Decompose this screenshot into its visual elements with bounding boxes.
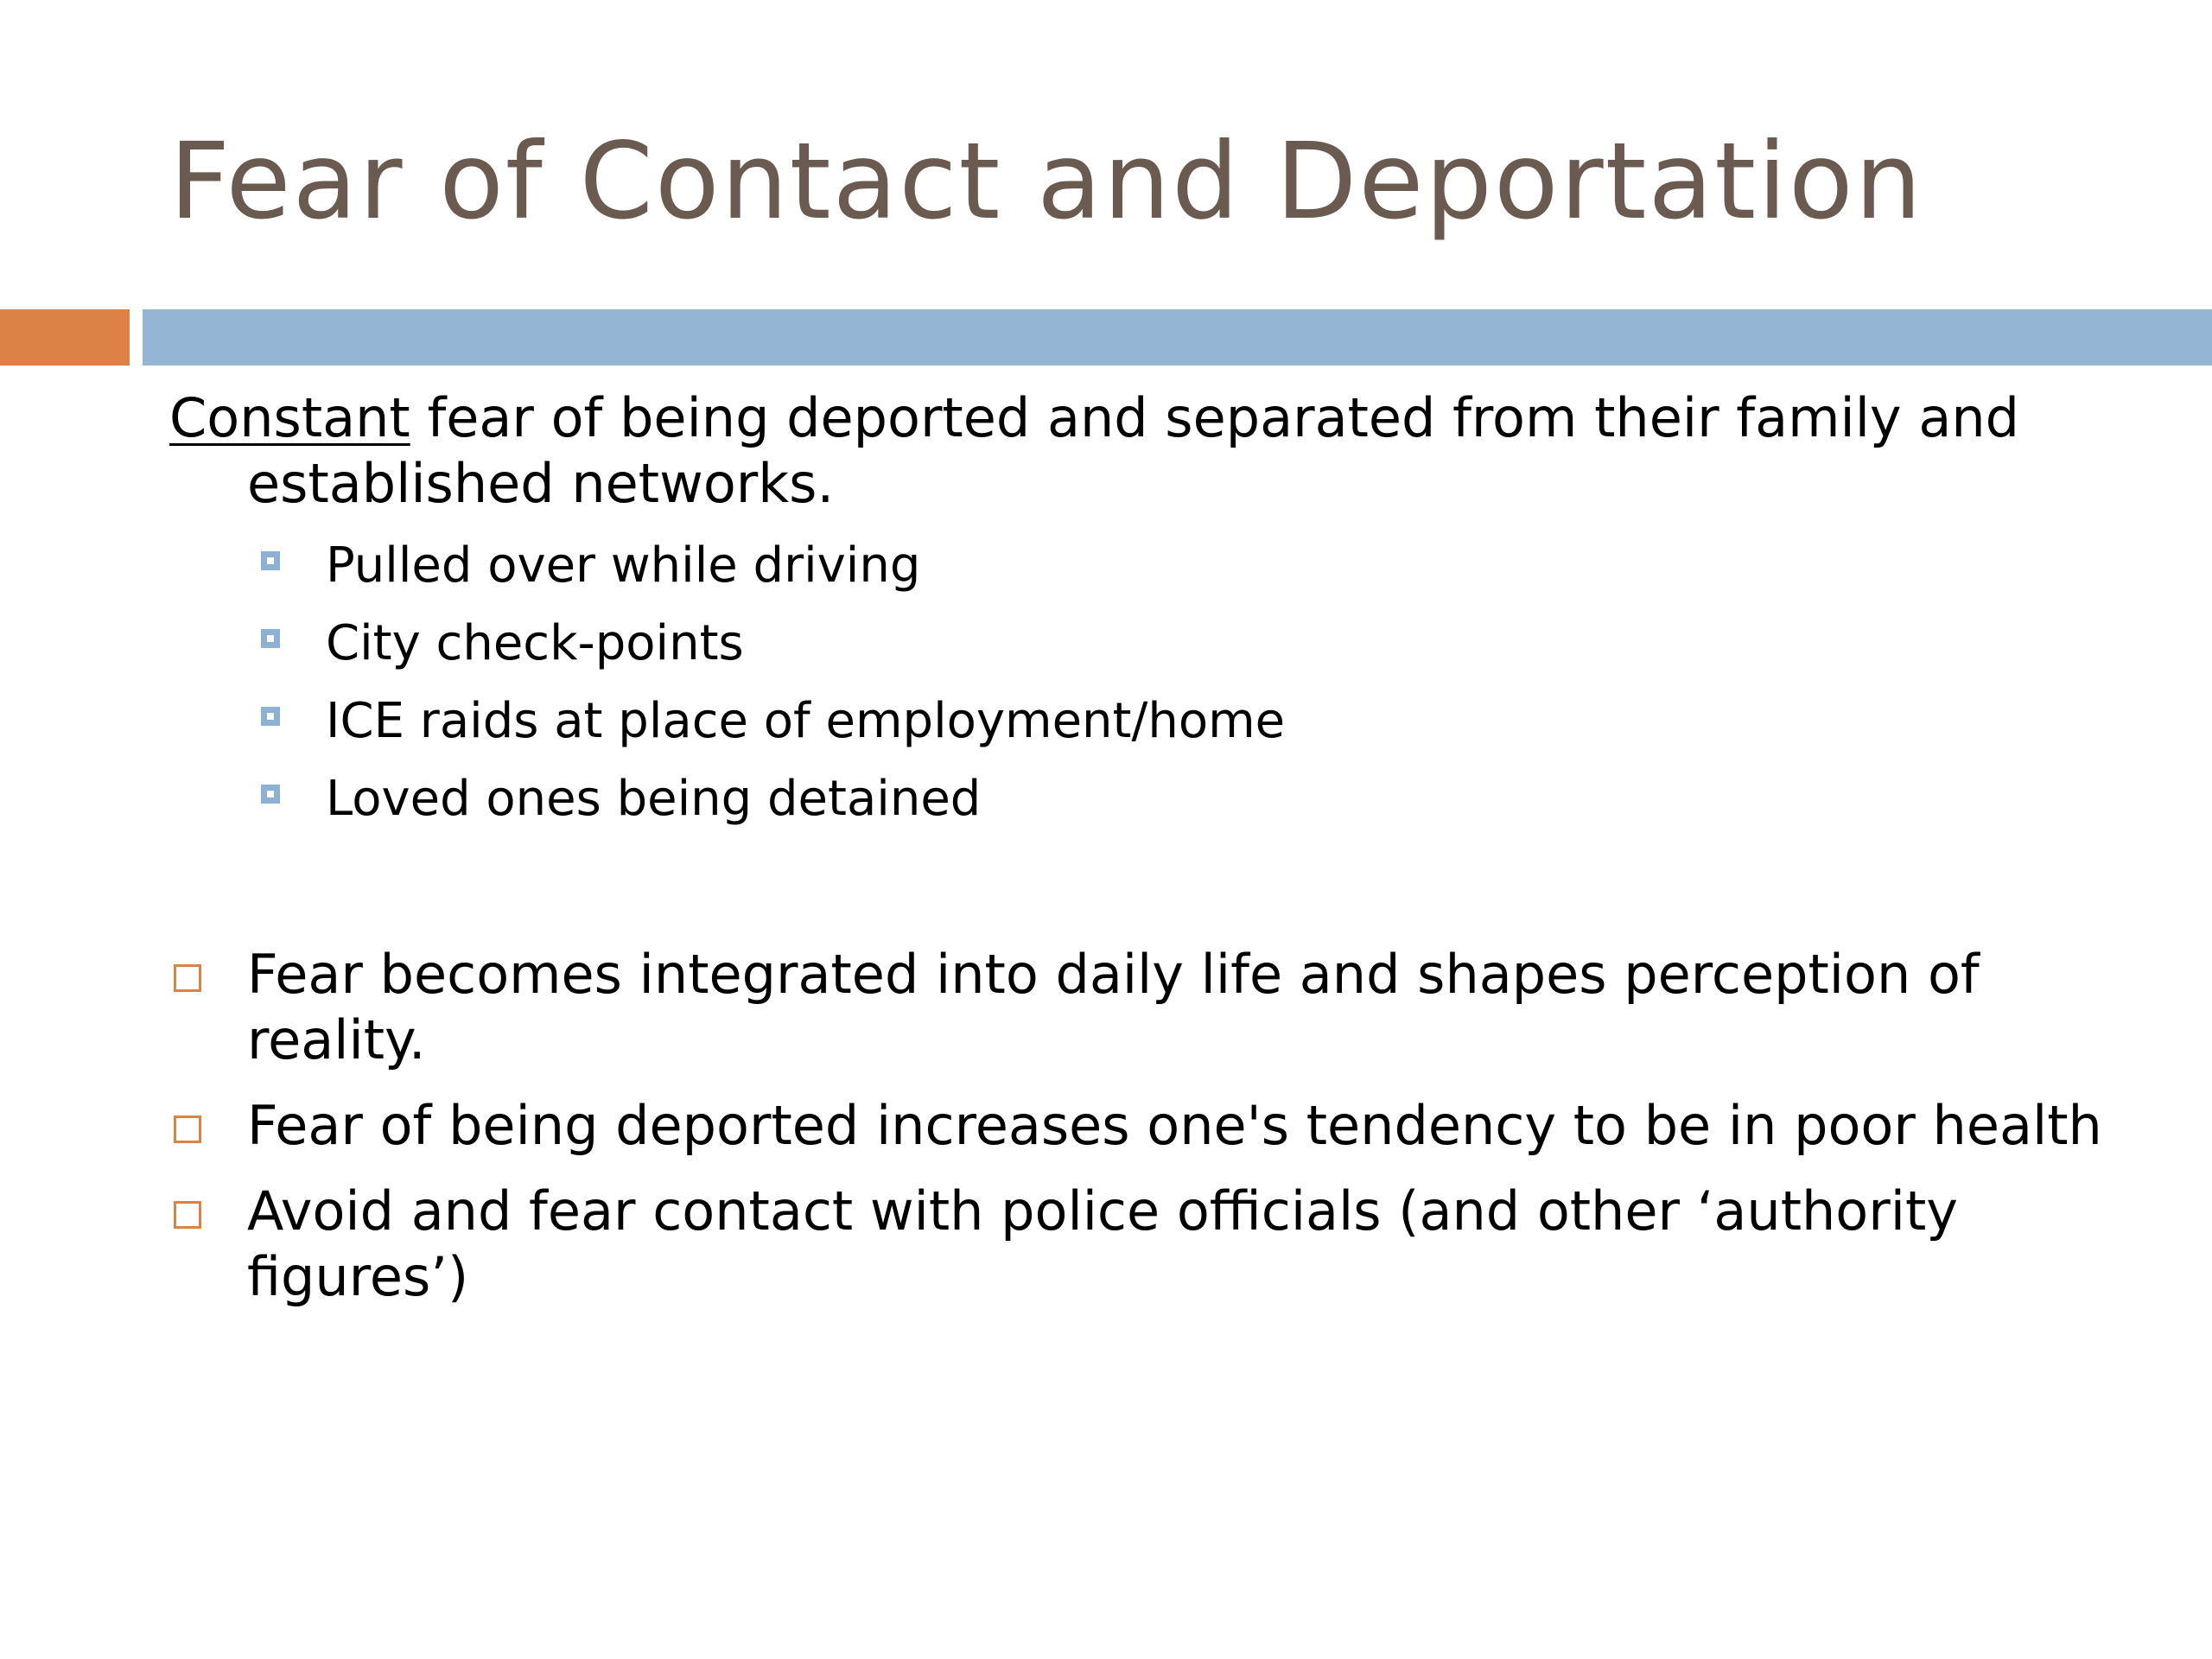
slide-title: Fear of Contact and Deportation bbox=[169, 120, 1923, 243]
main-list-item bbox=[169, 1093, 2105, 1159]
square-bullet-icon bbox=[261, 785, 280, 804]
intro-text: fear of being deported and separated from their family and established networks. bbox=[247, 386, 2019, 515]
hollow-square-bullet-icon bbox=[174, 1116, 201, 1143]
main-list-item-text: Avoid and fear contact with police officials (and other ‘authority figures’) bbox=[247, 1179, 1958, 1308]
sub-bullet-list bbox=[169, 527, 2105, 838]
accent-bar-blue bbox=[143, 309, 2212, 365]
hollow-square-bullet-icon bbox=[174, 1201, 201, 1229]
intro-lead-word: Constant bbox=[169, 386, 410, 449]
intro-paragraph bbox=[169, 385, 2105, 517]
sub-list-item bbox=[169, 527, 2105, 605]
main-list-item-text: Fear becomes integrated into daily life and shapes perception of reality. bbox=[247, 943, 1980, 1071]
accent-bar-orange bbox=[0, 309, 130, 365]
main-list-item bbox=[169, 942, 2105, 1073]
sub-list-item-text: Pulled over while driving bbox=[326, 537, 921, 594]
hollow-square-bullet-icon bbox=[174, 964, 201, 992]
sub-list-item-text: Loved ones being detained bbox=[326, 771, 982, 827]
sub-list-item bbox=[169, 760, 2105, 838]
slide-body bbox=[169, 385, 2105, 1330]
sub-list-item bbox=[169, 605, 2105, 683]
sub-list-item bbox=[169, 683, 2105, 760]
square-bullet-icon bbox=[261, 551, 280, 570]
square-bullet-icon bbox=[261, 707, 280, 726]
main-bullet-list bbox=[169, 942, 2105, 1310]
main-list-item-text: Fear of being deported increases one's tendency to be in poor health bbox=[247, 1094, 2102, 1157]
sub-list-item-text: ICE raids at place of employment/home bbox=[326, 693, 1286, 749]
sub-list-item-text: City check-points bbox=[326, 615, 744, 671]
square-bullet-icon bbox=[261, 629, 280, 648]
main-list-item bbox=[169, 1179, 2105, 1310]
